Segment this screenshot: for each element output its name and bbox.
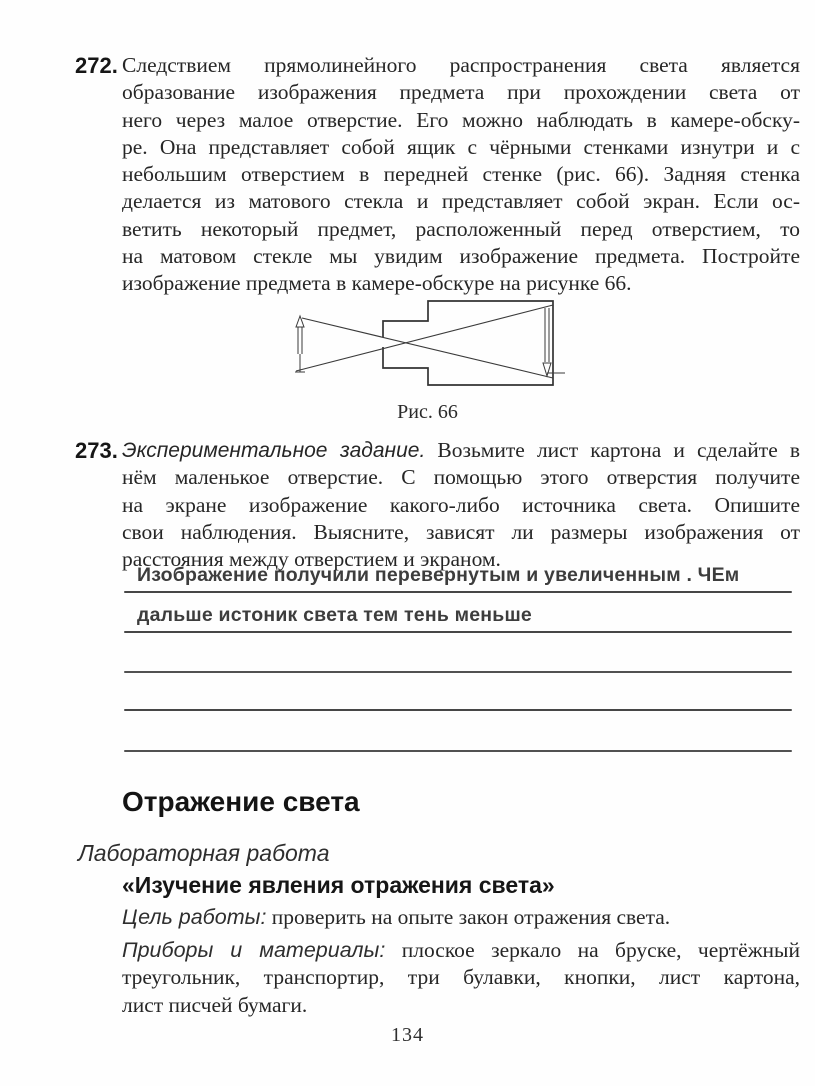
text-line: на матовом стекле мы увидим изображение предмета. Постройте xyxy=(122,244,800,269)
lab-work-title: «Изучение явления отражения света» xyxy=(122,872,555,898)
problem-273-number: 273. xyxy=(75,438,118,463)
text-line: Следствием прямолинейного распространения света является xyxy=(122,53,800,77)
text-run: плоское зеркало на бруске, чертёжный xyxy=(401,938,801,962)
answer-rule xyxy=(124,750,792,752)
materials-label: Приборы и материалы: xyxy=(122,938,386,962)
text-line: на экране изображение какого-либо источника света. Опишите xyxy=(122,492,800,517)
text-line: лист писчей бумаги. xyxy=(122,992,308,1017)
text-line: образование изображения предмета при прохождении света от xyxy=(122,80,800,105)
problem-272-text xyxy=(122,52,800,298)
light-ray-bottom xyxy=(296,305,553,371)
text-line xyxy=(122,437,800,464)
text-line: ре. Она представляет собой ящик с чёрными стенками изнутри и с xyxy=(122,134,800,159)
goal-line xyxy=(122,905,670,930)
problem-273-text xyxy=(122,437,800,573)
problem-273 xyxy=(75,437,800,573)
page-number: 134 xyxy=(391,1024,424,1046)
text-run: Возьмите лист картона и сделайте в xyxy=(437,438,800,462)
experimental-task-label: Экспериментальное задание. xyxy=(122,439,426,462)
section-heading: Отражение света xyxy=(122,786,360,817)
problem-272 xyxy=(75,52,800,298)
text-line: расстояния между отверстием и экраном. xyxy=(122,547,501,572)
answer-text-line-2: дальше истоник света тем тень меньше xyxy=(137,604,532,626)
text-line: небольшим отверстием в передней стенке (рис. 66). Задняя стенка xyxy=(122,162,800,187)
answer-text-line-1: Изображение получили перевернутым и увеличенным . ЧЕм xyxy=(137,564,740,586)
figure-66 xyxy=(285,292,570,424)
answer-rule xyxy=(124,709,792,711)
text-line: делается из матового стекла и представляет собой экран. Если ос- xyxy=(122,189,800,214)
materials-block xyxy=(122,937,800,1019)
object-arrow xyxy=(295,316,305,372)
figure-caption: Рис. 66 xyxy=(397,401,458,423)
answer-rule xyxy=(124,591,792,593)
problem-272-number: 272. xyxy=(75,53,118,78)
goal-text: проверить на опыте закон отражения света. xyxy=(271,905,671,929)
text-line: ветить некоторый предмет, расположенный перед отверстием, то xyxy=(122,216,800,241)
text-line: него через малое отверстие. Его можно наблюдать в камере-обску- xyxy=(122,107,800,132)
text-line: изображение предмета в камере-обскуре на рисунке 66. xyxy=(122,271,632,296)
answer-rule xyxy=(124,671,792,673)
image-arrow xyxy=(543,308,565,376)
camera-obscura-diagram xyxy=(285,292,570,397)
text-line: нём маленькое отверстие. С помощью этого отверстия получите xyxy=(122,465,800,490)
text-line: треугольник, транспортир, три булавки, кнопки, лист картона, xyxy=(122,965,800,990)
answer-rule xyxy=(124,631,792,633)
text-line: свои наблюдения. Выясните, зависят ли размеры изображения от xyxy=(122,519,800,544)
lab-work-label: Лабораторная работа xyxy=(78,840,330,866)
goal-label: Цель работы: xyxy=(122,905,267,929)
text-line xyxy=(122,937,800,964)
